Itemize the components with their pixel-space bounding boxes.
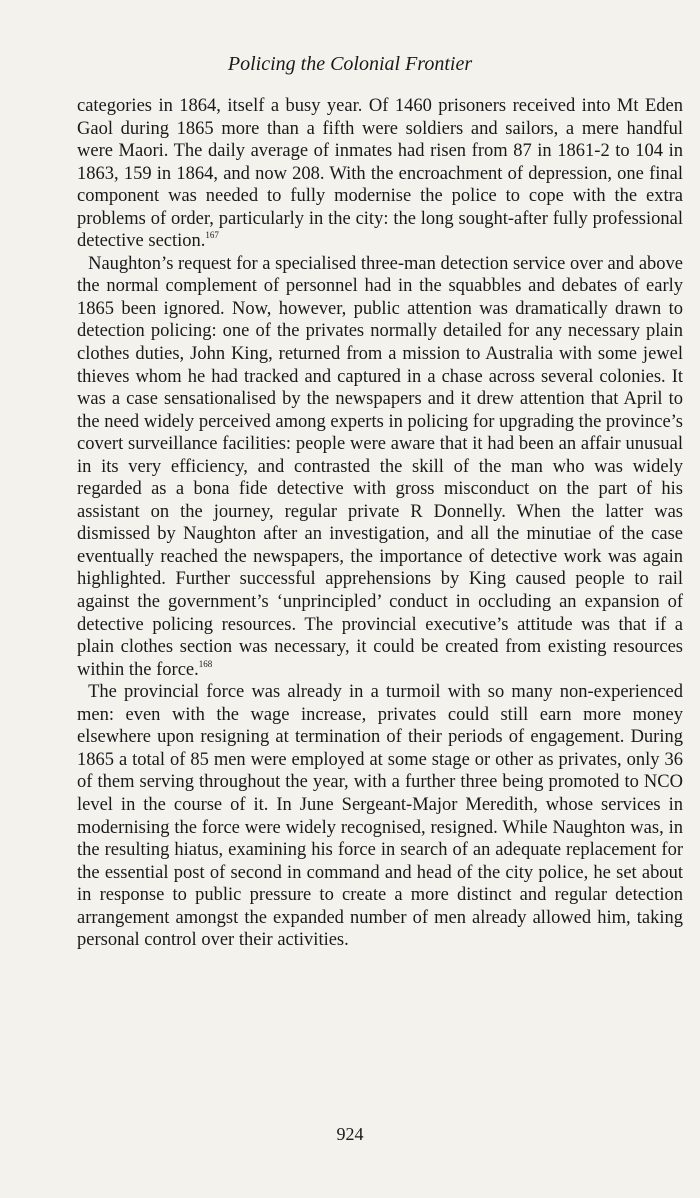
paragraph-text: categories in 1864, itself a busy year. Of 1460 prisoners received into Mt Eden Gaol during 1865 more than a fifth were soldiers and sailors, a mere handful were Maori. The daily average of inmates had risen from 87 in 1861-2 to 104 in 1863, 159 in 1864, and now 208. With the encroachment of depression, one final component was needed to fully modernise the police to cope with the extra problems of order, particularly in the city: the long sought-after fully professional detective section. [77, 96, 683, 252]
paragraph-text: Naughton’s request for a specialised three-man detection service over and above the normal complement of personnel had in the squabbles and debates of early 1865 been ignored. Now, however, public attention was dramatically drawn to detection policing: one of the privates normally detailed for any necessary plain clothes duties, John King, returned from a mission to Australia with some jewel thieves whom he had tracked and captured in a chase across several colonies. It was a case sensationalised by the newspapers and it drew attention that April to the need widely perceived among experts in policing for upgrading the province’s covert surveillance facilities: people were aware that it had been an affair unusual in its very efficiency, and contrasted the skill of the man who was widely regarded as a bona fide detective with gross misconduct on the part of his assistant on the journey, regular private R Donnelly. When the latter was dismissed by Naughton after an investigation, and all the minutiae of the case eventually reached the newspapers, the importance of detective work was again highlighted. Further successful apprehensions by King caused people to rail against the government’s ‘unprincipled’ conduct in occluding an expansion of detective policing resources. The provincial executive’s attitude was that if a plain clothes section was necessary, it could be created from existing resources within the force. [77, 253, 683, 680]
paragraph-1 [77, 95, 683, 253]
footnote-ref-168: 168 [198, 658, 213, 669]
page-number: 924 [336, 1124, 364, 1144]
paragraph-3 [77, 681, 683, 952]
footnote-ref-167: 167 [205, 230, 219, 241]
paragraph-text: The provincial force was already in a turmoil with so many non-experienced men: even with the wage increase, privates could still earn more money elsewhere upon resigning at termination of their periods of engagement. During 1865 a total of 85 men were employed at some stage or other as privates, only 36 of them serving throughout the year, with a further three being promoted to NCO level in the course of it. In June Sergeant-Major Meredith, whose services in modernising the force were widely recognised, resigned. While Naughton was, in the resulting hiatus, examining his force in search of an adequate replacement for the essential post of second in command and head of the city police, he set about in response to public pressure to create a more distinct and regular detection arrangement amongst the expanded number of men already allowed him, taking personal control over their activities. [77, 682, 683, 951]
paragraph-2 [77, 253, 683, 681]
running-head: Policing the Colonial Frontier [227, 53, 473, 75]
body-text [77, 95, 683, 952]
